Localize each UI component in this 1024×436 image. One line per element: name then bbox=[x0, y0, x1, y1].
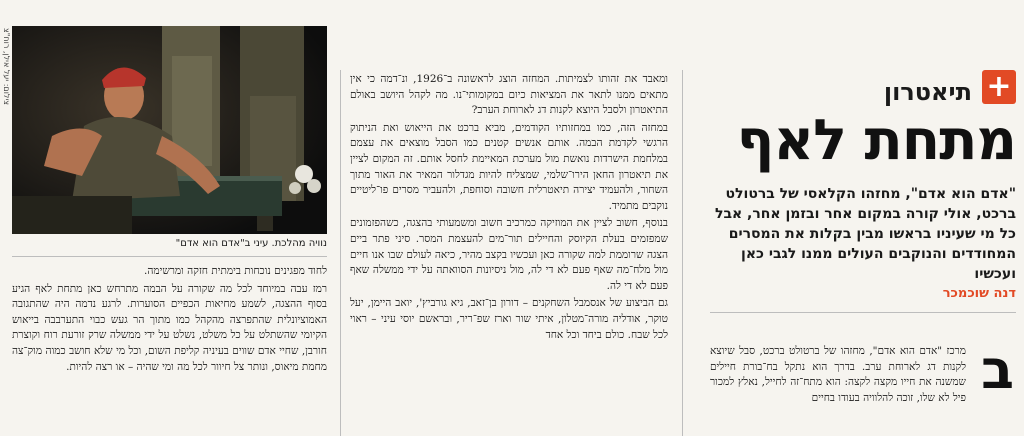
article-headline: מתחת לאף bbox=[736, 108, 1016, 173]
section-title: תיאטרון bbox=[883, 78, 972, 106]
section-badge-plus-icon: + bbox=[982, 70, 1016, 104]
paragraph: רמז עבה במיוחד לכל מה שקורה על הבמה מתרחש כאן מתחת לאף הגיע בסוף ההצגה, לשמע מחיאות הכפיים הסוערות. לרגע נדמה היה שהתגובה האמוציונלית שהתפרצה מהקהל כמו מתוך הר געש כבוי התערבבה בייאוש הקיומי שהשתלט על כל משלט, נשלט על ידי ממשלה שרק זורעת רוח וקוצרת חורבן, שחיי אדם שווים בעיניה קליפת השום, וכל מי שלא חושב כמוה מוק־צה מחמת מיאוס, ונותר צל חיוור לכל מה ומי שהיה – או רצה להיות. bbox=[12, 282, 327, 373]
article-column-2 bbox=[350, 72, 668, 345]
photo-credit: צילום: יעל אילן, רוח"צ bbox=[2, 28, 11, 105]
article-deck: "אדם הוא אדם", מחזהו הקלאסי של ברטולט ברכט, אולי קורה במקום אחר ובזמן אחר, אבל כל מי שעיניו בראשו מבין בקלות את המסרים המחודדים והנוקבים העולים ממנו לגבי כאן ועכשיו bbox=[714, 186, 1016, 282]
actor-on-stage-image bbox=[12, 26, 327, 234]
drop-cap: ב bbox=[981, 338, 1014, 401]
paragraph: במחזה הזה, כמו במחזותיו הקודמים, מביא ברכט את הייאוש ואת הניתוק הרגשי לקדמת הבמה. אותם אנשים קטנים כמו הסבל מוצאים את עצמם במלחמת הישרדות נואשת מול מערכת המאיימת לחסל אותם. זה המקום לציין את תיאטרון החאן הירו־שלמי, שמצליח להיות מגדלור המאיר את האור מתוך השחור, ולהעמיד יצירה תיאטרלית חשובה וסוחפת, ולהעביר מסרים פו־ליטיים נוקבים מתמיד. bbox=[350, 121, 668, 212]
article-lead-paragraph: מרכז "אדם הוא אדם", מחזהו של ברטולט ברכט, סבל שיוצא לקנות דג לארוחת ערב. בדרך הוא נתקל בח־בורת חיילים שמשנה את חייו מקצה לקצה: הוא מתח־זה לחייל, נאלץ למכור פיל לא שלו, זוכה להלוויה בעודו בחיים bbox=[710, 345, 966, 404]
paragraph: בנוסף, חשוב לציין את המוזיקה כמרכיב חשוב ומשמעותי בהצגה, כשהפזמונים שמפזמים בעלת הקיוסק והחיילים תור־מים להעצמת המסר. סיני פתר ביים הצגה שרוממת למה שקורה כאן ועכשיו בקצב מהיר, כיאה לעולם שבו אנו חיים מול מלח־מה שאף פעם לא די לה, מול ניסיונות הסוואתה על ידי ממשלה שאף פעם לא די לה. bbox=[350, 217, 668, 292]
paragraph: גם הביצוע של אנסמבל השחקנים – דורון בן־זאב, גיא גורביץ', יואב היימן, יעל טוקר, אודליה מורה־מטלון, איתי שור וארז שפ־ריר, ובראשם יוסי עיני – ראוי לכל שבח. כולם ביחד וכל אחד bbox=[350, 297, 668, 341]
article-photo bbox=[12, 26, 327, 234]
column-divider bbox=[340, 70, 341, 436]
column-divider bbox=[682, 70, 683, 436]
divider bbox=[12, 256, 327, 257]
paragraph: לחוד מפגינים נוכחות בימתית חזקה ומרשימה. bbox=[143, 265, 327, 277]
photo-caption: נוויה מהלכת. עיני ב"אדם הוא אדם" bbox=[175, 238, 327, 249]
paragraph: ומאבד את זהותו לצמיתות. המחזה הוצג לראשונה ב־1926, ונ־דמה כי אין מתאים ממנו לתאר את המציאות כיום במקומותי־נו. מה לקהל היושב באולם התיאטרון ולסבל היוצא לקנות דג לארוחת הערב? bbox=[350, 73, 668, 117]
article-column-3 bbox=[12, 264, 327, 377]
divider bbox=[710, 312, 1016, 313]
article-byline: דנה שוכמכר bbox=[942, 286, 1016, 301]
